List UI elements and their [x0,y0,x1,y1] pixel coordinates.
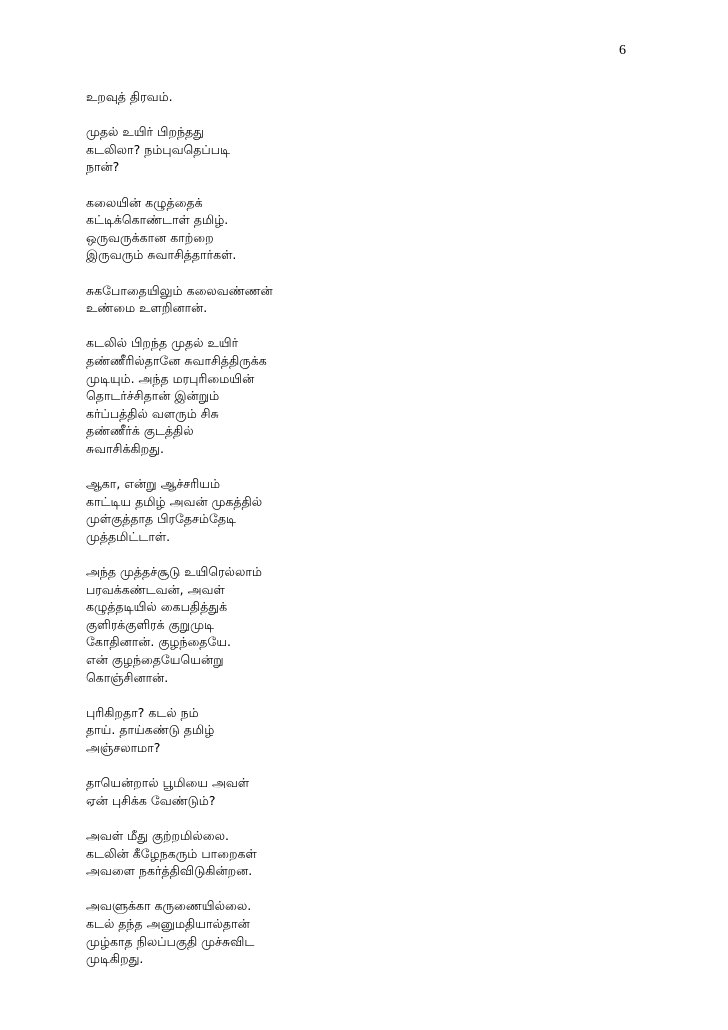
poem-line: அவள் மீது குற்றமில்லை. [86,827,229,843]
poem-line: அவளை நகர்த்திவிடுகின்றன. [86,863,253,879]
poem-line: உண்மை உளறினான். [86,300,208,316]
stanza [86,475,646,545]
poem-line: கடலிலா? நம்புவதெப்படி [86,141,230,157]
poem-line: ஒருவருக்கான காற்றை [86,229,214,245]
poem-line: உறவுத் திரவம். [86,89,173,104]
poem-line: முள்குத்தாத பிரதேசம்தேடி [86,511,236,527]
page-number: 6 [619,43,626,58]
stanza [86,88,646,106]
poem-line: கழுத்தடியில் கைபதித்துக் [86,599,228,615]
poem-line: முடியும். அந்த மரபுரிமையின் [86,370,255,386]
poem-line: முத்தமிட்டாள். [86,528,171,544]
stanza [86,563,646,686]
poem-line: இருவரும் சுவாசித்தார்கள். [86,247,237,263]
poem-line: ஆகா, என்று ஆச்சரியம் [86,476,221,492]
poem-line: புரிகிறதா? கடல் நம் [86,704,199,720]
poem-line: சுவாசிக்கிறது. [86,440,164,456]
poem-line: தாயென்றால் பூமியை அவள் [86,775,250,791]
poem-line: கடலின் கீழேநகரும் பாறைகள் [86,845,257,861]
poem-line: குளிரக்குளிரக் குறுமுடி [86,616,214,632]
poem-line: என் குழந்தையேயென்று [86,652,224,667]
poem-line: அவளுக்கா கருணையில்லை. [86,898,252,914]
poem-line: முடிகிறது. [86,951,144,967]
stanza [86,827,646,880]
poem-line: தாய். தாய்கண்டு தமிழ் [86,722,215,738]
poem-line: தண்ணீர்க் குடத்தில் [86,423,194,439]
poem-line: கலையின் கழுத்தைக் [86,194,203,210]
stanza [86,704,646,757]
poem-line: கர்ப்பத்தில் வளரும் சிசு [86,405,219,421]
poem-line: நான்? [86,159,120,175]
poem-line: பரவக்கண்டவன், அவள் [86,581,225,597]
poem-line: கோதினான். குழந்தையே. [86,634,232,650]
poem-line: கட்டிக்கொண்டாள் தமிழ். [86,212,229,228]
poem-line: அஞ்சலாமா? [86,739,161,755]
stanza [86,194,646,264]
poem-line: கடல் தந்த அனுமதியால்தான் [86,915,250,931]
stanza [86,123,646,176]
poem-line: முதல் உயிர் பிறந்தது [86,124,204,140]
poem-line: முழ்காத நிலப்பகுதி முச்சுவிட [86,933,255,949]
poem-line: சுகபோதையிலும் கலைவண்ணன் [86,282,273,298]
poem-line: கடலில் பிறந்த முதல் உயிர் [86,335,239,351]
stanza [86,334,646,457]
poem-line: தொடர்ச்சிதான் இன்றும் [86,388,220,404]
poem-line: ஏன் புசிக்க வேண்டும்? [86,792,216,808]
poem-line: காட்டிய தமிழ் அவன் முகத்தில் [86,493,263,509]
stanza [86,897,646,967]
poem-line: கொஞ்சினான். [86,669,169,685]
poem-body [86,88,646,985]
stanza [86,282,646,317]
poem-line: தண்ணீரில்தானே சுவாசித்திருக்க [86,352,267,368]
stanza [86,774,646,809]
poem-line: அந்த முத்தச்சூடு உயிரெல்லாம் [86,564,262,580]
